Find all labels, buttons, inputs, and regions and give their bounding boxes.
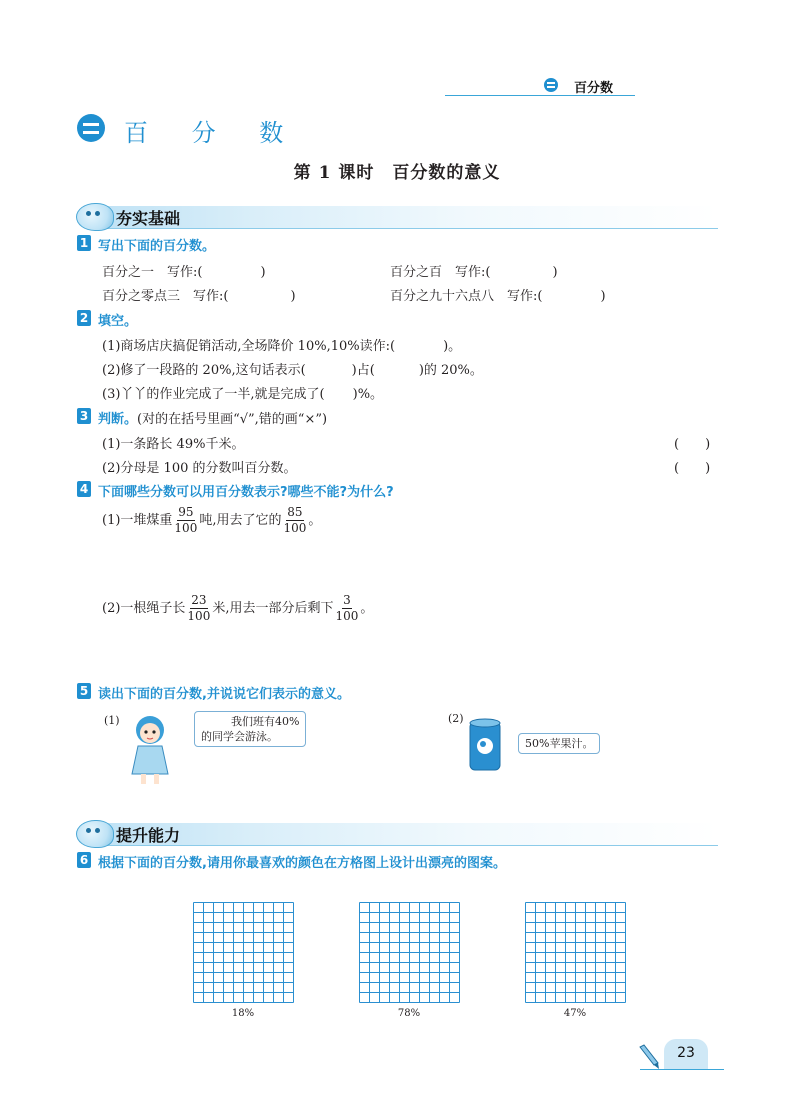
banner-bar <box>96 823 718 846</box>
grid-percent-label: 78% <box>397 1008 421 1019</box>
grid-percent-label: 47% <box>563 1008 587 1019</box>
fraction: $\frac{85}{100}$ <box>283 505 307 535</box>
girl-illustration <box>128 712 174 788</box>
mascot-icon <box>76 203 114 231</box>
page-number: 23 <box>677 1045 695 1061</box>
section-banner-advance <box>76 820 718 848</box>
question-title: 判断。(对的在括号里画“√”,错的画“×”) <box>98 412 328 427</box>
section-banner-basic <box>76 203 718 231</box>
problem-line: (1)一堆煤重 $\frac{95}{100}$ 吨,用去了它的 $\frac{85}{100}$ 。 <box>102 505 322 535</box>
question-number: 1 <box>77 235 91 251</box>
fill-item: (2)修了一段路的 20%,这句话表示( )占( )的 20%。 <box>102 363 483 378</box>
item-index: (2) <box>448 712 464 725</box>
question-number: 3 <box>77 408 91 424</box>
fill-item: (1)商场店庆搞促销活动,全场降价 10%,10%读作:( )。 <box>102 339 462 354</box>
question-number: 2 <box>77 310 91 326</box>
question-note: (对的在括号里画“√”,错的画“×”) <box>137 412 328 427</box>
question-title: 读出下面的百分数,并说说它们表示的意义。 <box>98 687 350 702</box>
question-title: 根据下面的百分数,请用你最喜欢的颜色在方格图上设计出漂亮的图案。 <box>98 856 506 871</box>
juice-can-illustration <box>468 718 502 774</box>
fraction: $\frac{3}{100}$ <box>335 593 359 623</box>
question-title: 填空。 <box>98 314 138 329</box>
question-number: 4 <box>77 481 91 497</box>
fill-item: (3)丫丫的作业完成了一半,就是完成了( )%。 <box>102 387 384 402</box>
fill-item: 百分之百 写作:( ) <box>390 265 558 280</box>
fill-item: 百分之九十六点八 写作:( ) <box>390 289 606 304</box>
speech-bubble: 我们班有40% 的同学会游泳。 <box>194 711 306 747</box>
judge-paren[interactable]: ( ) <box>674 461 711 476</box>
judge-paren[interactable]: ( ) <box>674 437 711 452</box>
fraction: $\frac{95}{100}$ <box>174 505 198 535</box>
section-label: 夯实基础 <box>116 209 181 228</box>
fill-item: 百分之一 写作:( ) <box>102 265 266 280</box>
label-bubble: 50%苹果汁。 <box>518 733 600 754</box>
question-number: 5 <box>77 683 91 699</box>
fraction: $\frac{23}{100}$ <box>187 593 211 623</box>
banner-bar <box>96 206 718 229</box>
hundred-grid[interactable] <box>525 902 626 1003</box>
unit-number-icon <box>544 78 558 92</box>
unit-title: 百 分 数 <box>124 119 302 147</box>
statement: (2)分母是 100 的分数叫百分数。 <box>102 461 297 476</box>
mascot-icon <box>76 820 114 848</box>
lesson-title: 第 1 课时 百分数的意义 <box>293 163 501 183</box>
question-title: 写出下面的百分数。 <box>98 239 216 254</box>
problem-line: (2)一根绳子长 $\frac{23}{100}$ 米,用去一部分后剩下 $\frac{3}{100}$ 。 <box>102 593 374 623</box>
fill-item: 百分之零点三 写作:( ) <box>102 289 296 304</box>
unit-number-badge-icon <box>77 114 105 142</box>
grid-percent-label: 18% <box>231 1008 255 1019</box>
statement: (1)一条路长 49%千米。 <box>102 437 245 452</box>
hundred-grid[interactable] <box>359 902 460 1003</box>
pencil-icon <box>636 1041 662 1071</box>
footer-rule <box>640 1069 724 1070</box>
header-section-title: 百分数 <box>574 81 614 96</box>
section-label: 提升能力 <box>116 826 181 845</box>
hundred-grid[interactable] <box>193 902 294 1003</box>
question-number: 6 <box>77 852 91 868</box>
item-index: (1) <box>104 714 120 727</box>
question-title: 下面哪些分数可以用百分数表示?哪些不能?为什么? <box>98 485 394 500</box>
